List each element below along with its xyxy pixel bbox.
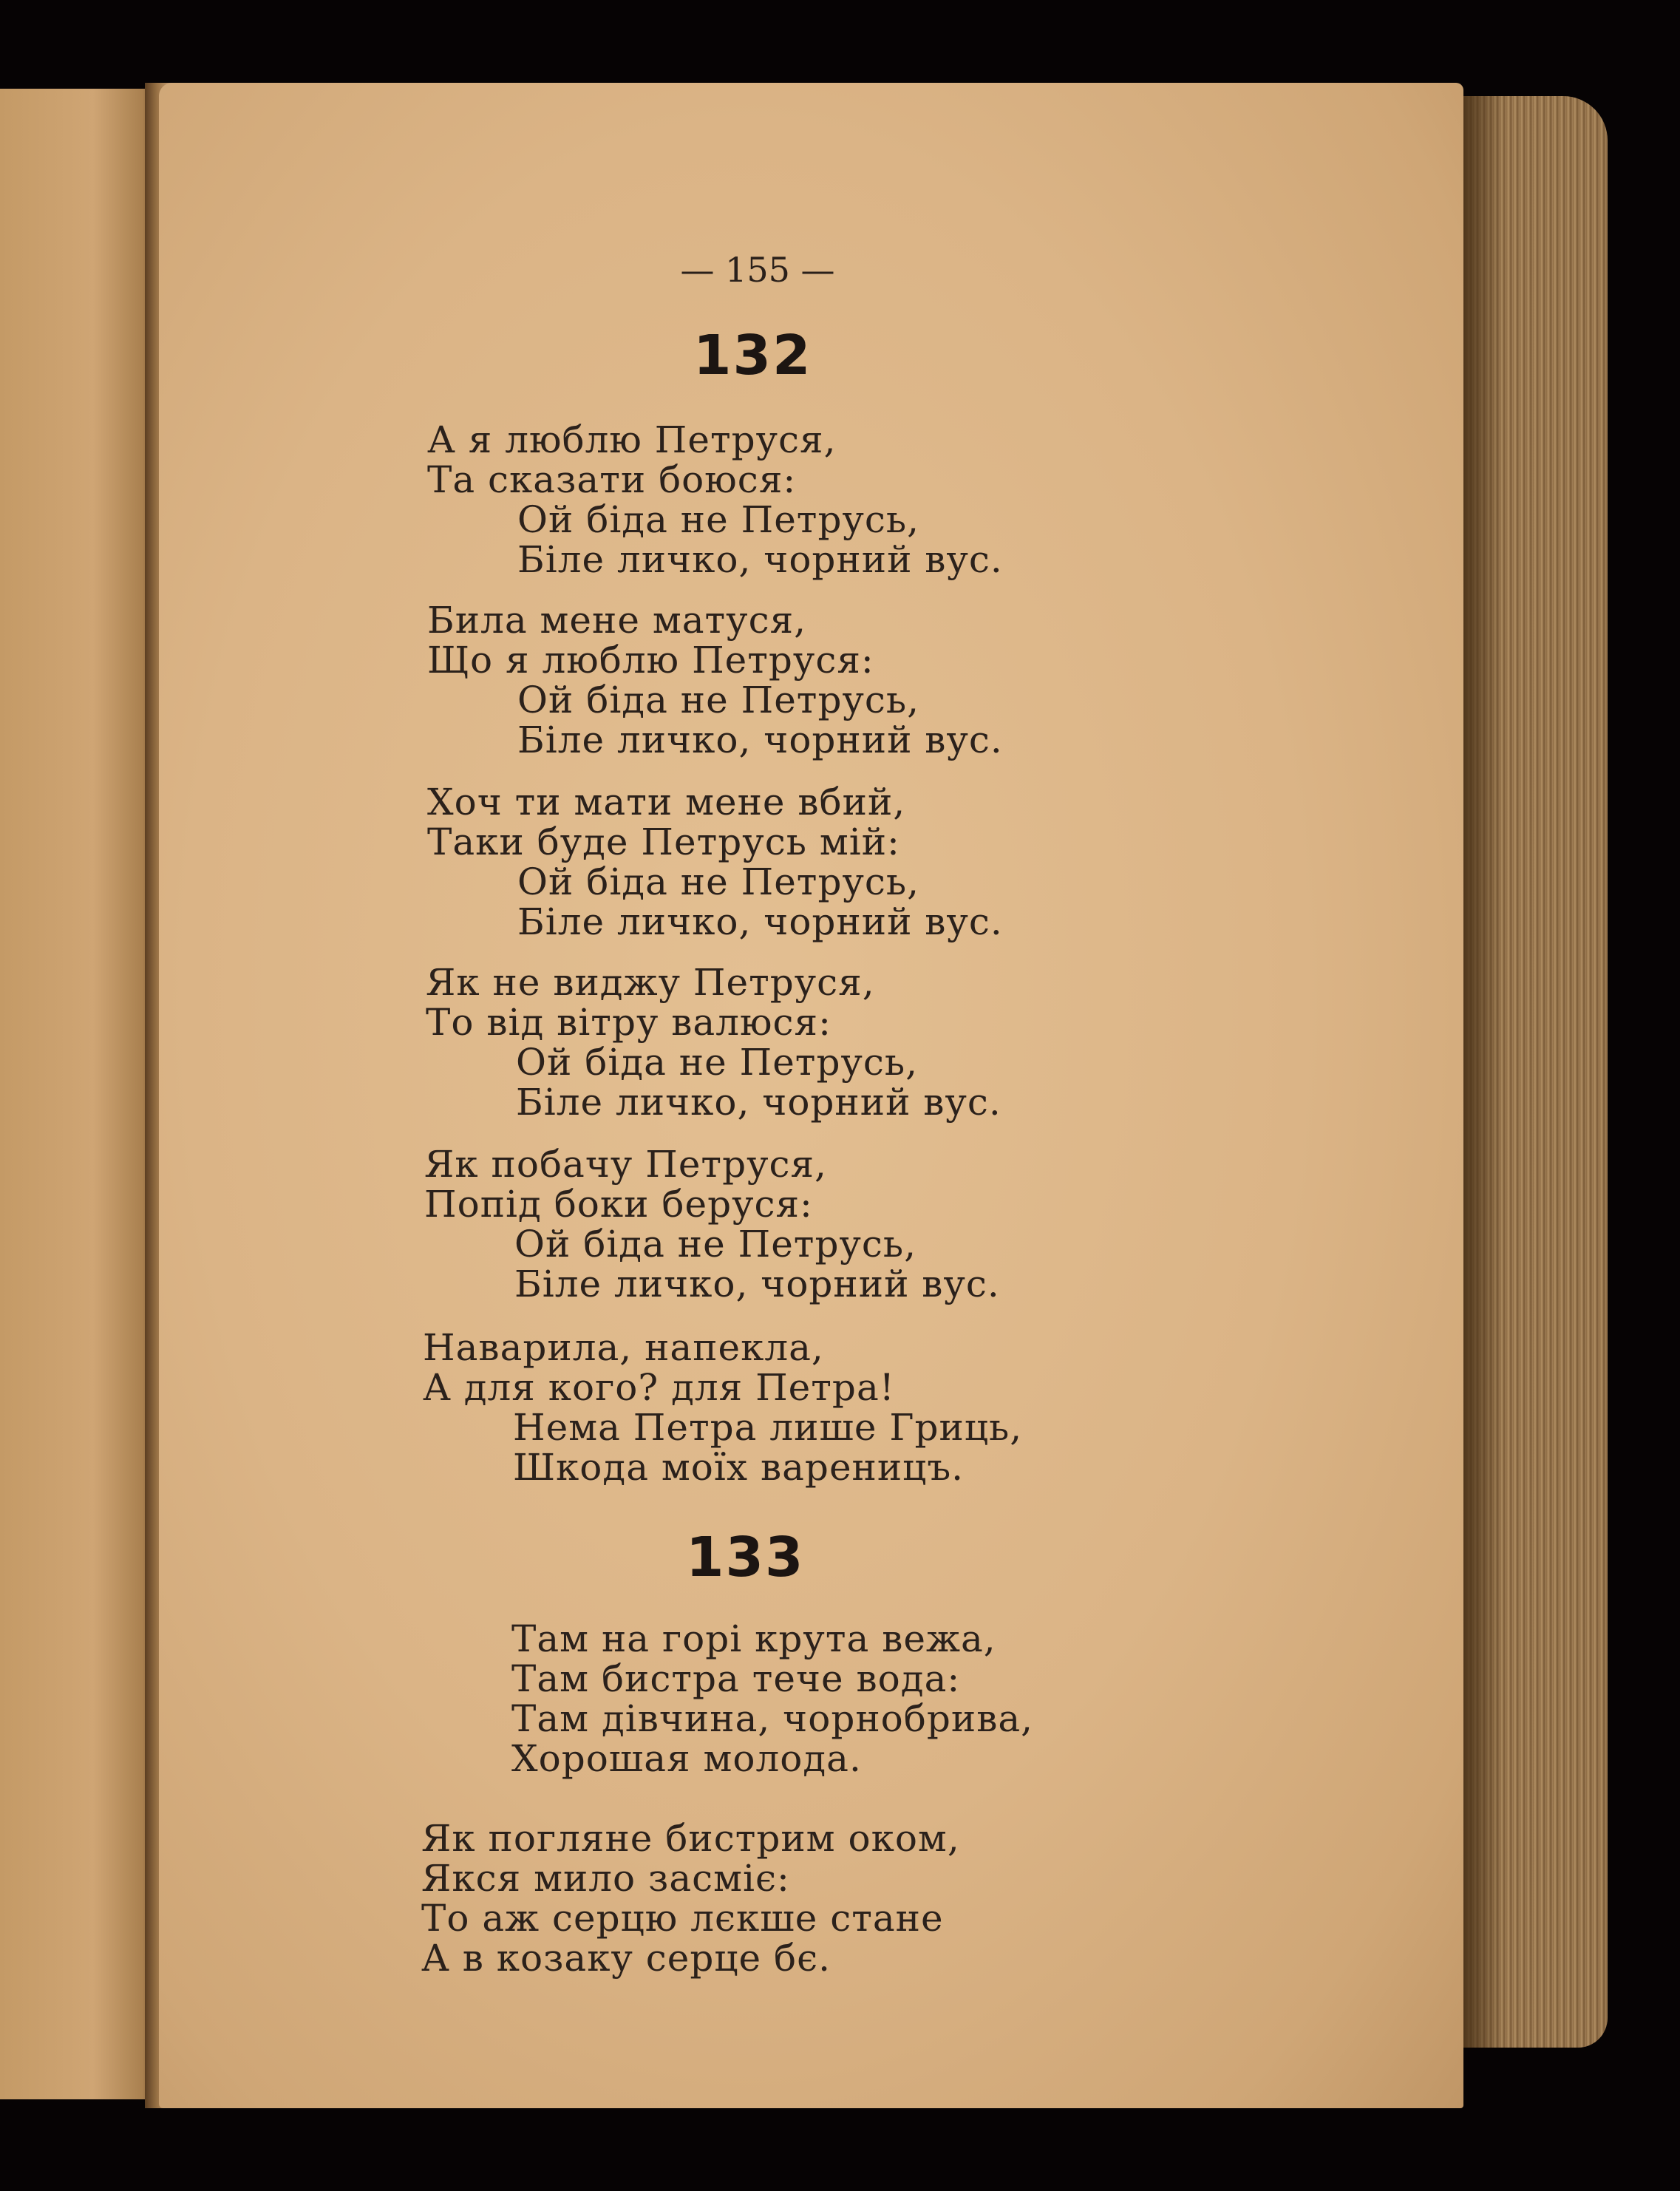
verse-line: Як не виджу Петруся, [426, 961, 875, 1004]
verse-line: Попід боки беруся: [424, 1183, 813, 1226]
verse-line: А я люблю Петруся, [427, 418, 837, 461]
verse-line: Як побачу Петруся, [424, 1143, 827, 1186]
verse-line: Там дівчина, чорнобрива, [511, 1697, 1034, 1740]
verse-line: А для кого? для Петра! [423, 1366, 895, 1409]
verse-line: То аж серцю лєкше стане [421, 1897, 944, 1940]
verse-line: Біле личко, чорний вус. [517, 719, 1003, 761]
verse-line: Біле личко, чорний вус. [516, 1081, 1001, 1124]
verse-line: Наварила, напекла, [423, 1326, 824, 1369]
verse-line: Біле личко, чорний вус. [517, 900, 1003, 943]
verse-line: Таки буде Петрусь мій: [427, 821, 900, 863]
left-page [0, 89, 155, 2099]
verse-line: Хорошая молода. [511, 1737, 862, 1780]
verse-line: Біле личко, чорний вус. [514, 1263, 1000, 1305]
verse-line: Біле личко, чорний вус. [517, 538, 1003, 581]
song-number-133: 133 [686, 1526, 805, 1589]
verse-line: А в козаку серце бє. [421, 1937, 832, 1980]
verse-line: Ой біда не Петрусь, [517, 679, 919, 721]
song-number-132: 132 [693, 324, 812, 387]
verse-line: Та сказати боюся: [427, 458, 797, 501]
verse-line: Якся мило засміє: [421, 1857, 790, 1900]
verse-line: Там бистра тече вода: [511, 1657, 961, 1700]
verse-line: Там на горі крута вежа, [511, 1617, 996, 1660]
verse-line: Хоч ти мати мене вбий, [427, 781, 906, 823]
verse-line: Била мене матуся, [427, 599, 807, 642]
verse-line: Що я люблю Петруся: [427, 639, 874, 682]
page-number: — 155 — [680, 250, 835, 290]
verse-line: То від вітру валюся: [426, 1001, 832, 1044]
verse-line: Ой біда не Петрусь, [516, 1041, 918, 1084]
verse-line: Шкода моїх вареницъ. [513, 1446, 965, 1489]
verse-line: Ой біда не Петрусь, [517, 498, 919, 541]
verse-line: Як погляне бистрим оком, [421, 1817, 960, 1860]
verse-line: Ой біда не Петрусь, [517, 860, 919, 903]
verse-line: Нема Петра лише Гриць, [513, 1406, 1023, 1449]
page-edges-shadow [1460, 96, 1504, 2048]
verse-line: Ой біда не Петрусь, [514, 1223, 916, 1266]
